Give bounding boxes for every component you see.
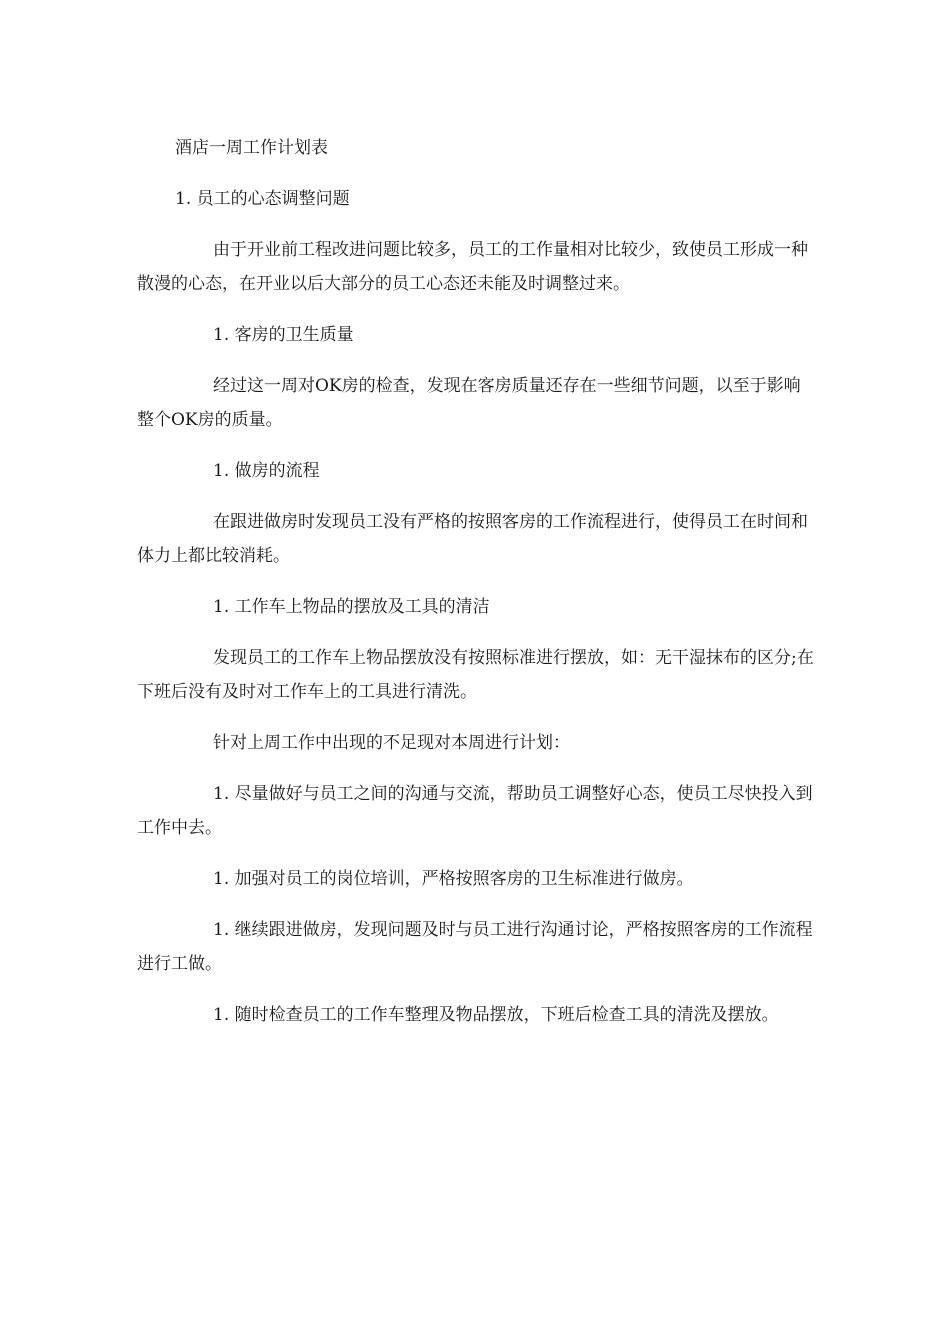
section-heading-mindset: 1. 员工的心态调整问题 (175, 189, 350, 209)
plan-intro: 针对上周工作中出现的不足现对本周进行计划： (213, 733, 570, 753)
section-heading-cart: 1. 工作车上物品的摆放及工具的清洁 (213, 597, 490, 617)
section-body-cart: 发现员工的工作车上物品摆放没有按照标准进行摆放，如：无干湿抹布的区分;在下班后没有及时对工作车上的工具进行清洗。 (137, 648, 814, 702)
section-heading-room-hygiene: 1. 客房的卫生质量 (213, 325, 354, 345)
plan-item: 1. 尽量做好与员工之间的沟通与交流，帮助员工调整好心态，使员工尽快投入到工作中去。 (137, 784, 813, 838)
document-title: 酒店一周工作计划表 (175, 138, 328, 158)
plan-item: 1. 继续跟进做房，发现问题及时与员工进行沟通讨论，严格按照客房的工作流程进行工做。 (137, 920, 813, 974)
plan-item: 1. 随时检查员工的工作车整理及物品摆放，下班后检查工具的清洗及摆放。 (213, 1005, 779, 1025)
plan-item: 1. 加强对员工的岗位培训，严格按照客房的卫生标准进行做房。 (213, 869, 694, 889)
section-heading-room-process: 1. 做房的流程 (213, 461, 320, 481)
document-body (137, 131, 817, 1049)
section-body-room-process: 在跟进做房时发现员工没有严格的按照客房的工作流程进行，使得员工在时间和体力上都比较消耗。 (137, 512, 808, 566)
section-body-room-hygiene: 经过这一周对OK房的检查，发现在客房质量还存在一些细节问题，以至于影响整个OK房的质量。 (137, 376, 801, 430)
section-body-mindset: 由于开业前工程改进问题比较多，员工的工作量相对比较少，致使员工形成一种散漫的心态，在开业以后大部分的员工心态还未能及时调整过来。 (137, 240, 808, 294)
